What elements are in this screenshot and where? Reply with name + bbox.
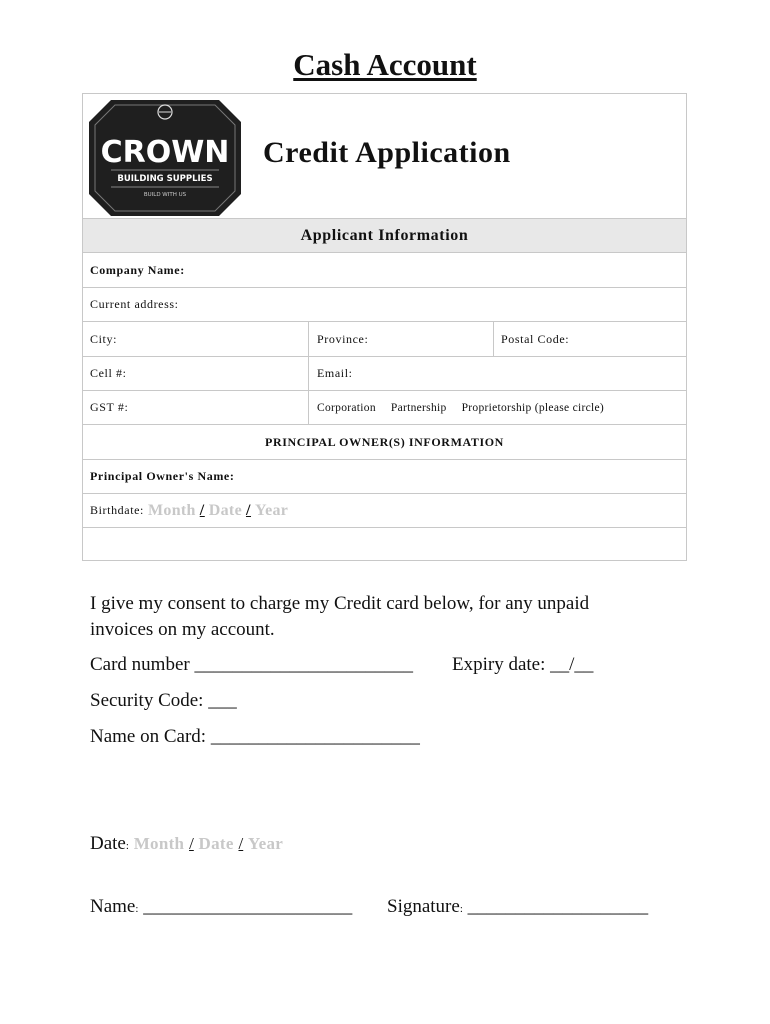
crown-logo: [89, 96, 241, 218]
city-province-postal-row: [83, 321, 686, 356]
applicant-information-header: Applicant Information: [83, 218, 686, 252]
birthdate-year-placeholder[interactable]: Year: [255, 501, 289, 519]
svg-text:BUILDING SUPPLIES: BUILDING SUPPLIES: [117, 174, 213, 184]
footer-slash: /: [189, 834, 194, 853]
footer-name-field[interactable]: [90, 896, 352, 918]
principal-owner-header: PRINCIPAL OWNER(S) INFORMATION: [83, 424, 686, 459]
principal-owner-name-row[interactable]: [83, 459, 686, 493]
province-field[interactable]: [310, 322, 493, 356]
company-name-label: Company Name:: [90, 262, 185, 277]
empty-row: [83, 527, 686, 561]
consent-statement: I give my consent to charge my Credit card below, for any unpaid invoices on my account.: [90, 593, 590, 640]
card-number-field[interactable]: Card number _______________________: [90, 654, 413, 675]
svg-text:BUILD WITH US: BUILD WITH US: [143, 192, 187, 198]
security-code-field[interactable]: Security Code: ___: [90, 690, 237, 711]
footer-name-colon: :: [135, 903, 139, 915]
birthdate-slash: /: [199, 501, 205, 519]
business-type-options: [310, 391, 684, 424]
footer-name-line: ______________________: [143, 896, 353, 917]
gst-label: GST #:: [90, 400, 129, 414]
birthdate-month-placeholder[interactable]: Month: [148, 501, 196, 519]
city-field[interactable]: [83, 322, 308, 356]
city-label: City:: [90, 331, 118, 346]
postal-code-label: Postal Code:: [501, 331, 570, 346]
email-field[interactable]: [310, 357, 680, 390]
footer-signature-label: Signature: [387, 896, 460, 917]
footer-year-placeholder[interactable]: Year: [247, 834, 284, 853]
footer-name-label: Name: [90, 896, 136, 917]
partnership-option[interactable]: Partnership: [390, 401, 447, 414]
cell-field[interactable]: [83, 357, 308, 390]
birthdate-field[interactable]: [83, 494, 288, 527]
cell-label: Cell #:: [90, 366, 127, 380]
postal-code-field[interactable]: [494, 322, 684, 356]
svg-text:CROWN: CROWN: [100, 135, 230, 170]
birthdate-row: [83, 493, 686, 527]
credit-application-title: Credit Application: [263, 136, 511, 169]
email-label: Email:: [317, 366, 353, 380]
company-name-row[interactable]: [83, 252, 686, 287]
cell-email-row: [83, 356, 686, 390]
proprietorship-option[interactable]: Proprietorship (please circle): [461, 401, 605, 414]
birthdate-label: Birthdate:: [90, 503, 144, 517]
principal-owner-name-label: Principal Owner's Name:: [90, 469, 235, 483]
gst-field[interactable]: [83, 391, 308, 424]
document-title: Cash Account: [293, 47, 477, 82]
expiry-date-field[interactable]: Expiry date: __/__: [452, 654, 594, 675]
footer-slash: /: [238, 834, 244, 853]
footer-date-field[interactable]: [90, 833, 283, 855]
current-address-row[interactable]: [83, 287, 686, 321]
footer-signature-colon: :: [459, 903, 463, 915]
footer-date-label: Date: [90, 833, 126, 854]
footer-signature-line: ___________________: [467, 896, 649, 917]
footer-signature-field[interactable]: [387, 896, 648, 918]
current-address-label: Current address:: [90, 297, 179, 311]
application-form: [82, 93, 687, 561]
name-on-card-field[interactable]: Name on Card: ______________________: [90, 726, 420, 747]
corporation-option[interactable]: Corporation: [317, 401, 376, 414]
birthdate-date-placeholder[interactable]: Date: [208, 501, 242, 519]
province-label: Province:: [317, 331, 369, 346]
gst-business-type-row: [83, 390, 686, 424]
footer-month-placeholder[interactable]: Month: [133, 834, 185, 853]
birthdate-slash: /: [245, 501, 252, 519]
footer-date-placeholder[interactable]: Date: [198, 834, 234, 853]
footer-date-colon: :: [125, 840, 129, 852]
